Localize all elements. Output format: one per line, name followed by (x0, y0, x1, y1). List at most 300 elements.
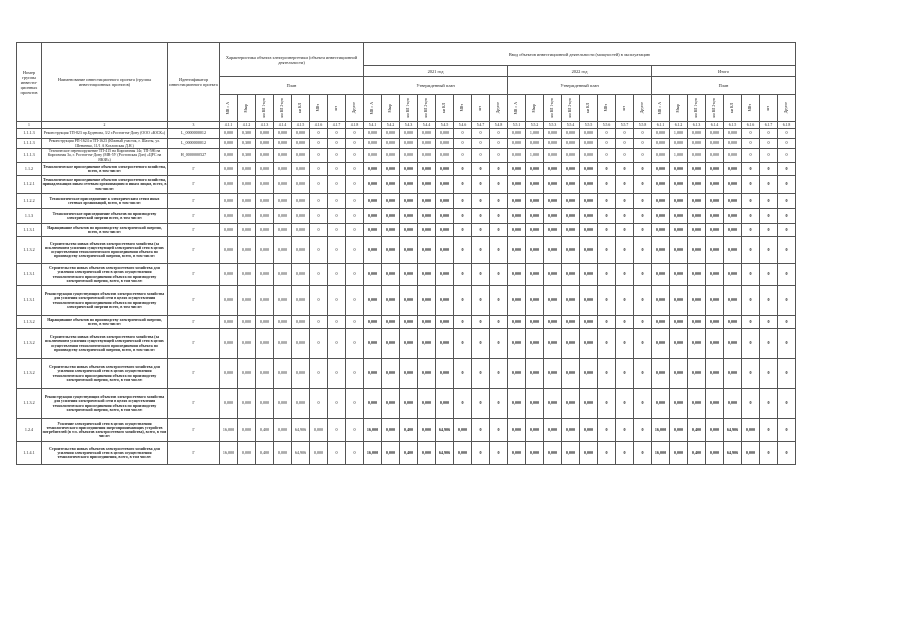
cell-y2: 0,000 (580, 329, 598, 359)
cell-tot: 0,000 (724, 209, 742, 224)
cell-tot: 0,000 (724, 139, 742, 149)
cell-tot: 0 (742, 264, 760, 286)
cell-tot: 0 (760, 163, 778, 176)
row-name: Реконструкция РП-1624 и ТП-1623 (Южный участок, г. Шахты, ул. Шевченко, 11/1 А Козловская Д.Н.) (42, 139, 168, 149)
cell-y2: 0 (598, 237, 616, 264)
row-number: 1.1.3.2 (17, 389, 42, 419)
cell-char: 0,000 (238, 389, 256, 419)
cell-y1: 0 (454, 329, 472, 359)
header-plan-char: План (220, 77, 364, 95)
unit-label: км ВЛ 2-цеп (567, 98, 572, 118)
cell-char: 0,300 (238, 149, 256, 163)
cell-y2: 0 (634, 209, 652, 224)
cell-tot: 0 (742, 209, 760, 224)
cell-y2: 0,000 (580, 316, 598, 329)
unit-label: МВт (747, 104, 752, 112)
cell-tot: 0,000 (724, 264, 742, 286)
cell-y2: 0 (634, 237, 652, 264)
cell-char: 0,000 (274, 237, 292, 264)
cell-y1: 0,000 (364, 224, 382, 237)
cell-char: 0,000 (238, 176, 256, 194)
unit-label: км КЛ (729, 102, 734, 113)
cell-char: 0,000 (274, 329, 292, 359)
cell-tot: 0,000 (670, 264, 688, 286)
cell-y2: 0,000 (580, 139, 598, 149)
cell-y1: 0 (490, 163, 508, 176)
cell-y2: 0 (616, 149, 634, 163)
unit-label: Другое (783, 102, 788, 114)
cell-tot: 0 (760, 224, 778, 237)
header-characteristics: Характеристика объекта электроэнергетики (объекта инвестиционной деятельности) (220, 43, 364, 77)
column-index: 5.5.1 (508, 122, 526, 129)
row-id: Г (168, 209, 220, 224)
column-index: 5.4.7 (472, 122, 490, 129)
unit-label: Мвар (387, 103, 392, 113)
unit-header-char (346, 95, 364, 122)
cell-char: 0 (310, 264, 328, 286)
cell-char: 0,000 (274, 149, 292, 163)
cell-char: 0,000 (274, 359, 292, 389)
cell-y2: 0 (598, 264, 616, 286)
cell-y1: 0 (472, 264, 490, 286)
cell-tot: 0 (778, 442, 796, 465)
cell-tot: 0,000 (670, 286, 688, 316)
cell-tot: 0,000 (688, 209, 706, 224)
cell-y1: 0,000 (382, 209, 400, 224)
cell-y2: 0,000 (526, 237, 544, 264)
cell-y1: 0 (454, 194, 472, 209)
unit-label: МВт (603, 104, 608, 112)
cell-y2: 0,000 (562, 329, 580, 359)
cell-y2: 0 (634, 264, 652, 286)
cell-tot: 0 (760, 316, 778, 329)
cell-char: 0,000 (292, 139, 310, 149)
cell-y1: 0,000 (436, 389, 454, 419)
cell-char: 0 (310, 329, 328, 359)
cell-tot: 0,000 (652, 286, 670, 316)
cell-y2: 0,000 (580, 163, 598, 176)
cell-y1: 0,000 (400, 359, 418, 389)
cell-char: 0,000 (220, 139, 238, 149)
cell-tot: 0,000 (706, 149, 724, 163)
cell-tot: 0 (742, 286, 760, 316)
cell-y2: 0,000 (508, 163, 526, 176)
row-id: L_0000000012 (168, 129, 220, 139)
cell-y2: 0,000 (562, 264, 580, 286)
cell-y1: 0,000 (436, 264, 454, 286)
cell-y2: 0,000 (508, 209, 526, 224)
cell-y2: 0,000 (526, 139, 544, 149)
cell-tot: 0,000 (670, 442, 688, 465)
cell-tot: 0,000 (670, 224, 688, 237)
row-id: Г (168, 329, 220, 359)
row-id: Г (168, 419, 220, 442)
row-number: 1.1.4.1 (17, 442, 42, 465)
column-index: 2 (42, 122, 168, 129)
cell-tot: 0,000 (688, 264, 706, 286)
cell-y2: 0 (634, 163, 652, 176)
cell-tot: 0 (778, 286, 796, 316)
cell-char: 0,000 (238, 163, 256, 176)
unit-header-char (220, 95, 238, 122)
cell-char: 0,000 (220, 176, 238, 194)
unit-label: шт (765, 105, 770, 111)
table-row (17, 163, 796, 176)
cell-y1: 0,000 (382, 359, 400, 389)
cell-char: 0 (328, 163, 346, 176)
cell-char: 0,000 (256, 129, 274, 139)
cell-y1: 0 (490, 139, 508, 149)
cell-y2: 0,000 (526, 419, 544, 442)
cell-y2: 0,000 (508, 176, 526, 194)
row-number: 1.1.3.2 (17, 359, 42, 389)
row-number: 1.1.2 (17, 163, 42, 176)
cell-tot: 0 (778, 194, 796, 209)
cell-y1: 0,000 (382, 286, 400, 316)
cell-y2: 0,000 (508, 237, 526, 264)
cell-y2: 0 (598, 286, 616, 316)
cell-char: 0 (328, 139, 346, 149)
unit-label: МВ×А (225, 101, 230, 115)
cell-char: 0,000 (220, 224, 238, 237)
cell-char: 0,000 (292, 359, 310, 389)
cell-y1: 0 (454, 237, 472, 264)
cell-tot: 64,906 (724, 419, 742, 442)
cell-y1: 0 (454, 176, 472, 194)
cell-y2: 0 (616, 329, 634, 359)
unit-header-total (670, 95, 688, 122)
cell-char: 0 (328, 316, 346, 329)
cell-tot: 0 (778, 389, 796, 419)
cell-y2: 0 (616, 389, 634, 419)
cell-y1: 0 (472, 286, 490, 316)
cell-tot: 0,000 (670, 209, 688, 224)
cell-y1: 0 (454, 149, 472, 163)
cell-y2: 0,000 (526, 316, 544, 329)
unit-header-total (760, 95, 778, 122)
header-utv-2022: Утвержденный план (508, 77, 652, 95)
cell-char: 0 (328, 286, 346, 316)
cell-char: 0,000 (256, 359, 274, 389)
cell-y1: 0 (490, 194, 508, 209)
row-number: 1.2.4 (17, 419, 42, 442)
column-index: 6.1.5 (724, 122, 742, 129)
cell-tot: 0,000 (652, 224, 670, 237)
cell-tot: 0,000 (670, 329, 688, 359)
cell-y2: 0,000 (508, 139, 526, 149)
cell-y2: 0,000 (580, 129, 598, 139)
cell-char: 0 (310, 129, 328, 139)
cell-char: 0,400 (256, 442, 274, 465)
cell-char: 0 (346, 129, 364, 139)
cell-char: 0,000 (292, 129, 310, 139)
row-number: 1.1.1.3 (17, 139, 42, 149)
cell-y1: 0,000 (418, 442, 436, 465)
cell-char: 0 (328, 359, 346, 389)
row-id: Г (168, 359, 220, 389)
cell-char: 0,000 (220, 129, 238, 139)
cell-char: 0,000 (256, 286, 274, 316)
cell-tot: 0,000 (652, 129, 670, 139)
cell-y2: 0,000 (580, 419, 598, 442)
cell-tot: 0 (778, 329, 796, 359)
cell-tot: 0 (742, 129, 760, 139)
cell-y2: 0,000 (562, 129, 580, 139)
cell-y2: 0 (616, 129, 634, 139)
row-name: Реконструкция существующих объектов электросетевого хозяйства для усиления электрической сети в целях осуществления технологического присоединения объекта по производству электрической энергии всего, в том числе: (42, 286, 168, 316)
cell-tot: 0,000 (670, 359, 688, 389)
cell-char: 0,000 (292, 163, 310, 176)
table-row (17, 389, 796, 419)
cell-tot: 0,000 (670, 176, 688, 194)
column-index: 5.5.8 (634, 122, 652, 129)
cell-y1: 0 (472, 419, 490, 442)
cell-y1: 0,000 (400, 237, 418, 264)
cell-tot: 0,000 (706, 264, 724, 286)
cell-char: 0,000 (238, 419, 256, 442)
cell-char: 0,000 (310, 419, 328, 442)
row-number: 1.1.3.2 (17, 237, 42, 264)
unit-label: МВ×А (657, 101, 662, 115)
cell-y2: 0,000 (544, 224, 562, 237)
cell-char: 0,000 (292, 286, 310, 316)
cell-tot: 0,000 (688, 389, 706, 419)
cell-tot: 0,000 (724, 286, 742, 316)
column-index: 4.1.5 (292, 122, 310, 129)
cell-tot: 1,000 (670, 129, 688, 139)
unit-header-y2022 (544, 95, 562, 122)
cell-y1: 0,000 (382, 194, 400, 209)
unit-label: км ВЛ 2-цеп (279, 98, 284, 118)
cell-char: 0 (346, 286, 364, 316)
cell-char: 0,000 (274, 209, 292, 224)
cell-y2: 0 (598, 209, 616, 224)
unit-header-y2021 (364, 95, 382, 122)
cell-y2: 1,000 (526, 149, 544, 163)
cell-char: 0 (328, 224, 346, 237)
cell-char: 0 (328, 389, 346, 419)
column-index: 1 (17, 122, 42, 129)
unit-header-char (274, 95, 292, 122)
cell-y1: 0 (454, 224, 472, 237)
cell-char: 0,000 (274, 163, 292, 176)
cell-char: 0 (346, 359, 364, 389)
cell-tot: 0,000 (688, 286, 706, 316)
cell-char: 0,000 (274, 286, 292, 316)
cell-tot: 0,000 (688, 359, 706, 389)
column-index: 5.5.4 (562, 122, 580, 129)
cell-y2: 0 (598, 139, 616, 149)
cell-char: 0,000 (274, 316, 292, 329)
cell-tot: 0 (742, 389, 760, 419)
table-row (17, 194, 796, 209)
cell-tot: 0,000 (706, 194, 724, 209)
cell-y1: 0,000 (382, 129, 400, 139)
cell-y1: 0 (454, 316, 472, 329)
cell-char: 0,000 (220, 149, 238, 163)
cell-tot: 0 (760, 419, 778, 442)
unit-header-y2021 (382, 95, 400, 122)
cell-y1: 0,000 (364, 286, 382, 316)
row-id: Г (168, 286, 220, 316)
cell-char: 0 (346, 224, 364, 237)
cell-char: 0 (310, 149, 328, 163)
cell-y2: 0,000 (544, 163, 562, 176)
cell-y1: 0,400 (400, 442, 418, 465)
cell-y2: 0,000 (580, 224, 598, 237)
cell-char: 0 (346, 389, 364, 419)
cell-char: 16,000 (220, 419, 238, 442)
cell-y1: 0,000 (400, 329, 418, 359)
cell-tot: 0 (760, 286, 778, 316)
cell-char: 0,000 (274, 224, 292, 237)
unit-label: км ВЛ 1-цеп (693, 98, 698, 118)
cell-y1: 0,000 (436, 316, 454, 329)
cell-y1: 0,000 (382, 224, 400, 237)
row-id: Г (168, 316, 220, 329)
cell-tot: 0,000 (652, 176, 670, 194)
unit-header-char (328, 95, 346, 122)
cell-char: 0,000 (238, 286, 256, 316)
cell-char: 0,000 (238, 194, 256, 209)
cell-y1: 0 (490, 176, 508, 194)
cell-y1: 0,000 (400, 129, 418, 139)
cell-y2: 0,000 (580, 442, 598, 465)
cell-char: 0,000 (292, 194, 310, 209)
cell-y1: 0,000 (400, 139, 418, 149)
unit-label: Другое (495, 102, 500, 114)
column-index: 5.4.8 (490, 122, 508, 129)
cell-char: 0,000 (238, 359, 256, 389)
cell-y2: 0 (598, 442, 616, 465)
column-index: 6.1.2 (670, 122, 688, 129)
cell-tot: 0,000 (724, 224, 742, 237)
cell-char: 0,300 (238, 139, 256, 149)
table-row (17, 442, 796, 465)
cell-tot: 0,000 (688, 176, 706, 194)
cell-tot: 0,000 (706, 237, 724, 264)
row-name: Строительство новых объектов электросетевого хозяйства (за исключением усиления существующей электрической сети в целях осуществления технологического присоединения объекта по производству электрической энергии, всего, в том числе: (42, 237, 168, 264)
cell-tot: 0,000 (742, 419, 760, 442)
cell-char: 0,000 (256, 139, 274, 149)
cell-y1: 0,000 (382, 149, 400, 163)
cell-tot: 0,000 (742, 442, 760, 465)
cell-tot: 0,000 (652, 389, 670, 419)
cell-char: 0 (328, 209, 346, 224)
cell-char: 0,000 (238, 209, 256, 224)
cell-char: 0,000 (220, 316, 238, 329)
cell-y1: 0,000 (364, 316, 382, 329)
cell-y2: 0 (598, 316, 616, 329)
cell-y2: 0,000 (562, 359, 580, 389)
row-name: Технологическое присоединение объектов по производству электрической энергии всего, в том числе: (42, 209, 168, 224)
cell-y2: 0,000 (508, 129, 526, 139)
cell-char: 0,000 (220, 163, 238, 176)
column-index: 6.1.8 (778, 122, 796, 129)
cell-y2: 0 (598, 194, 616, 209)
cell-tot: 0 (760, 389, 778, 419)
cell-char: 0,000 (256, 149, 274, 163)
unit-header-char (238, 95, 256, 122)
cell-y2: 0,000 (544, 286, 562, 316)
cell-y2: 0,000 (508, 389, 526, 419)
cell-y2: 0 (616, 194, 634, 209)
row-name: Строительство новых объектов электросетевого хозяйства для усиления электрической сети в целях осуществления технологического присоединения объекта по производству электрической энергии, всего, в том числе: (42, 359, 168, 389)
cell-tot: 0,000 (688, 149, 706, 163)
cell-y1: 0 (454, 264, 472, 286)
cell-tot: 0,000 (706, 224, 724, 237)
cell-y2: 0,000 (562, 237, 580, 264)
cell-char: 0 (346, 163, 364, 176)
cell-y2: 0,000 (562, 149, 580, 163)
cell-char: 0,000 (238, 316, 256, 329)
cell-tot: 16,000 (652, 442, 670, 465)
unit-header-y2022 (508, 95, 526, 122)
cell-char: 0,000 (274, 194, 292, 209)
cell-char: 0,000 (274, 176, 292, 194)
cell-char: 0 (310, 359, 328, 389)
cell-char: 16,000 (220, 442, 238, 465)
cell-char: 0,000 (274, 264, 292, 286)
unit-header-y2022 (562, 95, 580, 122)
cell-char: 0,000 (220, 389, 238, 419)
cell-tot: 0 (778, 224, 796, 237)
cell-char: 0,000 (220, 264, 238, 286)
cell-y2: 0 (598, 224, 616, 237)
cell-y2: 0 (616, 176, 634, 194)
cell-y2: 0,000 (508, 194, 526, 209)
cell-tot: 0,000 (652, 163, 670, 176)
cell-y1: 0,000 (400, 209, 418, 224)
unit-header-char (310, 95, 328, 122)
cell-y1: 0,400 (400, 419, 418, 442)
cell-tot: 0 (742, 163, 760, 176)
cell-y1: 0 (490, 419, 508, 442)
cell-char: 0,000 (256, 329, 274, 359)
cell-tot: 0 (760, 194, 778, 209)
cell-char: 64,906 (292, 442, 310, 465)
row-id: Г (168, 224, 220, 237)
cell-y2: 0,000 (544, 329, 562, 359)
cell-tot: 0 (742, 139, 760, 149)
cell-tot: 0,400 (688, 419, 706, 442)
cell-y1: 0 (490, 129, 508, 139)
cell-y1: 0,000 (418, 286, 436, 316)
cell-y1: 0 (472, 237, 490, 264)
cell-y2: 0 (634, 149, 652, 163)
cell-y1: 0,000 (418, 419, 436, 442)
cell-char: 0 (328, 329, 346, 359)
table-row (17, 237, 796, 264)
cell-y1: 0,000 (400, 149, 418, 163)
cell-y1: 0 (472, 442, 490, 465)
cell-tot: 0 (742, 224, 760, 237)
cell-y2: 0,000 (562, 139, 580, 149)
header-utv-2021: Утвержденный план (364, 77, 508, 95)
header-id: Идентификатор инвестиционного проекта (168, 43, 220, 122)
cell-y2: 0 (634, 442, 652, 465)
cell-y2: 0,000 (580, 264, 598, 286)
unit-header-y2021 (418, 95, 436, 122)
column-index: 5.5.3 (544, 122, 562, 129)
cell-y1: 0,000 (436, 359, 454, 389)
cell-char: 0,000 (274, 129, 292, 139)
cell-y2: 0,000 (526, 286, 544, 316)
row-name: Реконструкция ТП-823 пр.Буденова, 3/2 г.Ростов-на-Дону (ООО «ЮСК») (42, 129, 168, 139)
column-index: 5.4.3 (400, 122, 418, 129)
unit-header-y2021 (400, 95, 418, 122)
cell-char: 0 (310, 389, 328, 419)
